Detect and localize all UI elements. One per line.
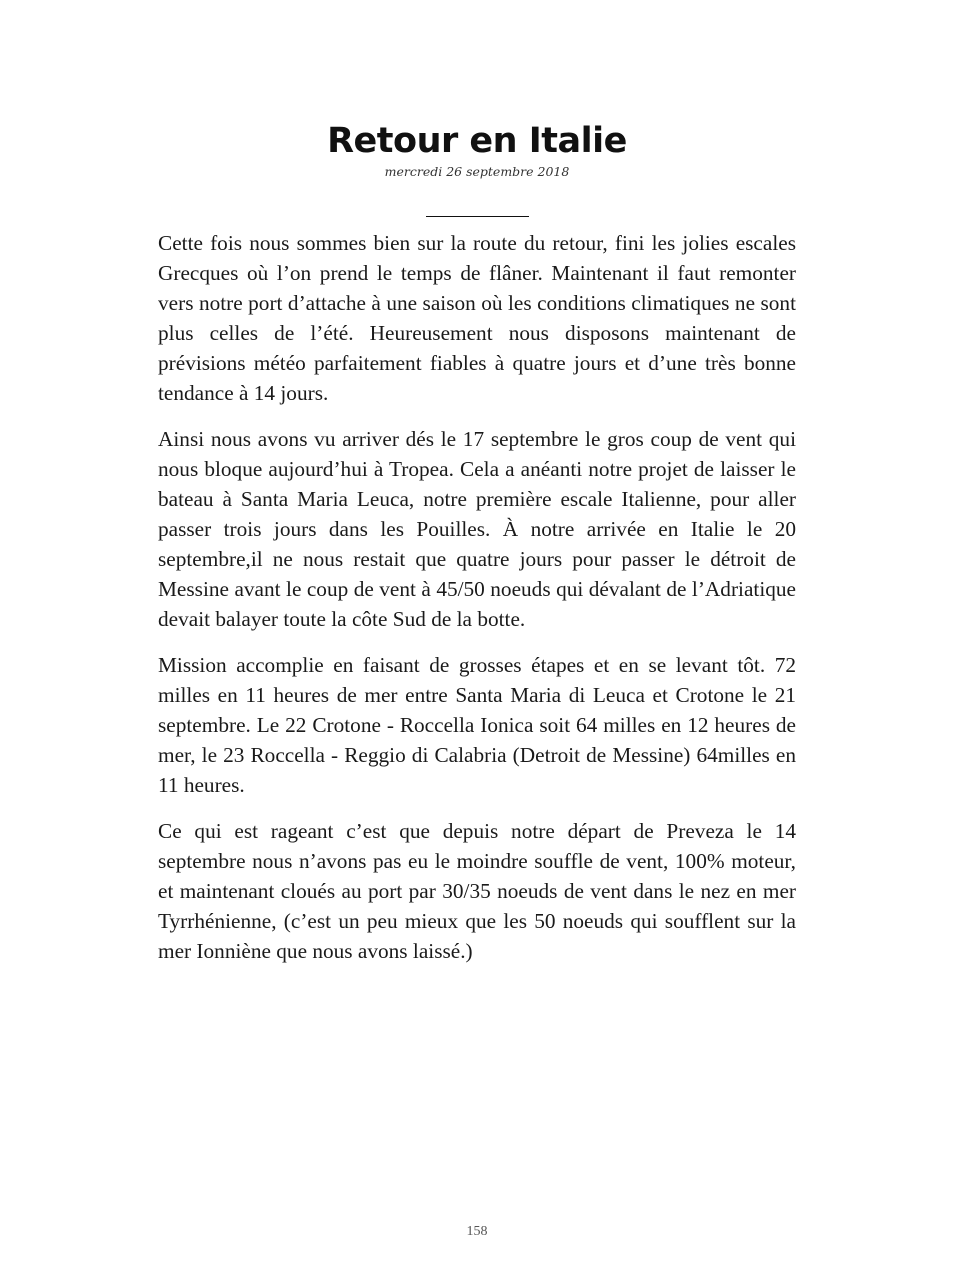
paragraph-1: Cette fois nous sommes bien sur la route du retour, fini les jolies escales Grecques où l’on prend le temps de flâner. Maintenant il faut remonter vers notre port d’attache à une saison où les conditions climatiques ne sont plus celles de l’été. Heureusement nous disposons maintenant de prévisions météo parfaitement fiables à quatre jours et d’une très bonne tendance à 14 jours. [158,231,796,405]
paragraph-4: Ce qui est rageant c’est que depuis notre départ de Preveza le 14 septembre nous n’avons pas eu le moindre souffle de vent, 100% moteur, et maintenant cloués au port par 30/35 noeuds de vent dans le nez en mer Tyrrhénienne, (c’est un peu mieux que les 50 noeuds qui soufflent sur la mer Ionniène que nous avons laissé.) [158,819,796,963]
post-date: mercredi 26 septembre 2018 [384,164,570,179]
title-separator-line [426,216,529,217]
paragraph-2: Ainsi nous avons vu arriver dés le 17 septembre le gros coup de vent qui nous bloque aujourd’hui à Tropea. Cela a anéanti notre projet de laisser le bateau à Santa Maria Leuca, notre première escale Italienne, pour aller passer trois jours dans les Pouilles. À notre arrivée en Italie le 20 septembre,il ne nous restait que quatre jours pour passer le détroit de Messine avant le coup de vent à 45/50 noeuds qui dévalant de l’Adriatique devait balayer toute la côte Sud de la botte. [158,427,796,631]
paragraph-3: Mission accomplie en faisant de grosses étapes et en se levant tôt. 72 milles en 11 heures de mer entre Santa Maria di Leuca et Crotone le 21 septembre. Le 22 Crotone - Roccella Ionica soit 64 milles en 12 heures de mer, le 23 Roccella - Reggio di Calabria (Detroit de Messine) 64milles en 11 heures. [158,653,796,797]
page-number: 158 [466,1224,488,1239]
page-title: Retour en Italie [327,121,627,161]
article-body [158,228,796,982]
